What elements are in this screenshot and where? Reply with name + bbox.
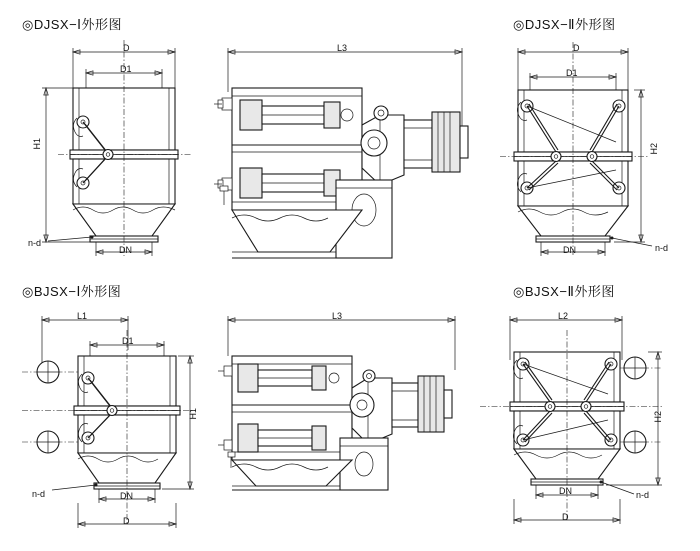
dim-label-d-bjsx2: D bbox=[562, 512, 569, 522]
dim-label-d-djsx2: D bbox=[573, 43, 580, 53]
panel-title-bjsx-2: ◎BJSX−Ⅱ外形图 bbox=[513, 284, 615, 299]
dim-label-nd-djsx2: n-d bbox=[655, 243, 669, 253]
view-bjsx-1 bbox=[22, 316, 196, 528]
panel-title-djsx-2: ◎DJSX−Ⅱ外形图 bbox=[513, 17, 616, 32]
dim-label-h1-djsx1: H1 bbox=[32, 138, 42, 150]
panel-title-djsx-1: ◎DJSX−Ⅰ外形图 bbox=[22, 17, 122, 32]
dim-label-d1-djsx1: D1 bbox=[120, 64, 132, 74]
dim-label-nd-bjsx2: n-d bbox=[636, 490, 650, 500]
view-djsx-center bbox=[214, 48, 468, 258]
dim-label-dn-djsx1: DN bbox=[119, 245, 132, 255]
dim-label-d1-djsx2: D1 bbox=[566, 68, 578, 78]
dim-label-l3-top: L3 bbox=[337, 43, 348, 53]
dim-label-h2-bjsx2: H2 bbox=[653, 411, 663, 423]
view-djsx-2 bbox=[500, 42, 652, 256]
dim-label-d1-bjsx1: D1 bbox=[122, 336, 134, 346]
dim-label-l1-bjsx1: L1 bbox=[77, 311, 88, 321]
dim-label-l3-bottom: L3 bbox=[332, 311, 343, 321]
dim-label-dn-bjsx1: DN bbox=[120, 491, 133, 501]
view-bjsx-2 bbox=[480, 316, 662, 524]
dim-label-h1-bjsx1: H1 bbox=[188, 408, 198, 420]
dim-label-dn-djsx2: DN bbox=[563, 245, 576, 255]
dim-label-nd-bjsx1: n-d bbox=[32, 489, 46, 499]
dim-label-d-djsx1: D bbox=[123, 43, 130, 53]
dim-label-nd-djsx1: n-d bbox=[28, 238, 42, 248]
dim-label-h2-djsx2: H2 bbox=[649, 143, 659, 155]
dim-label-l2-bjsx2: L2 bbox=[558, 311, 569, 321]
dim-label-dn-bjsx2: DN bbox=[559, 486, 572, 496]
dim-label-d-bjsx1: D bbox=[123, 516, 130, 526]
view-bjsx-center bbox=[218, 316, 455, 490]
view-djsx-1 bbox=[42, 40, 192, 256]
panel-title-bjsx-1: ◎BJSX−Ⅰ外形图 bbox=[22, 284, 122, 299]
